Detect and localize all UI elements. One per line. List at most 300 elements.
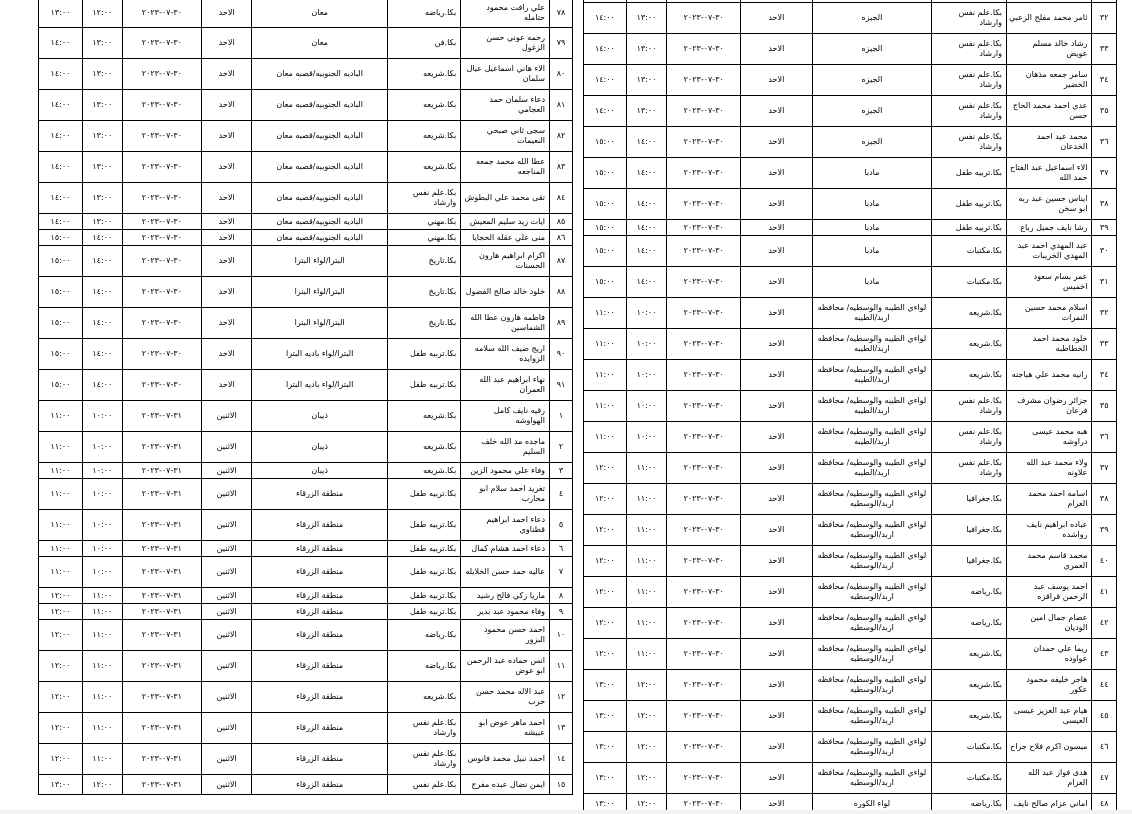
row-number-cell: ٨٠ xyxy=(550,59,573,90)
table-row xyxy=(39,651,573,682)
exam-day-cell: الاحد xyxy=(741,453,813,484)
exam-day-cell: الاحد xyxy=(202,90,252,121)
student-name-cell: ولاء محمد عبد الله علاونه xyxy=(1007,453,1092,484)
exam-center-cell: الجيزه xyxy=(812,127,932,158)
end-time-cell: ١٣:٠٠ xyxy=(584,794,627,814)
exam-day-cell: الاحد xyxy=(741,298,813,329)
student-name-cell: رقيه نايف كامل الهواوشه xyxy=(461,401,550,432)
exam-center-cell: مادبا xyxy=(812,189,932,220)
start-time-cell: ١٠:٠٠ xyxy=(82,463,122,479)
student-name-cell: دعاء سلمان حمد العجامي xyxy=(461,90,550,121)
exam-day-cell: الاحد xyxy=(202,59,252,90)
exam-center-cell: لواءي الطيبه والوسطيه/ محافظه اربد/الوسطيه xyxy=(812,515,932,546)
start-time-cell: ١١:٠٠ xyxy=(626,453,667,484)
exam-day-cell: الاحد xyxy=(741,732,813,763)
end-time-cell: ١٤:٠٠ xyxy=(584,3,627,34)
major-cell: بكا.شريعه xyxy=(388,152,461,183)
row-number-cell: ٨٣ xyxy=(550,152,573,183)
major-cell: بكا.تاريخ xyxy=(388,277,461,308)
exam-center-cell: الباديه الجنوبيه/قصبه معان xyxy=(252,59,388,90)
start-time-cell: ١٠:٠٠ xyxy=(82,557,122,588)
exam-day-cell: الاثنين xyxy=(202,744,252,775)
end-time-cell: ١٢:٠٠ xyxy=(584,608,627,639)
exam-date-cell: ٣٠-٠٧-٢٠٢٣ xyxy=(667,670,741,701)
table-row xyxy=(39,28,573,59)
student-name-cell: وفاء علي محمود الزين xyxy=(461,463,550,479)
exam-date-cell: ٣٠-٠٧-٢٠٢٣ xyxy=(122,90,201,121)
exam-center-cell: لواءي الطيبه والوسطيه/ محافظه اربد/الطيبه xyxy=(812,329,932,360)
table-row xyxy=(584,267,1117,298)
row-number-cell: ٧٨ xyxy=(550,0,573,28)
student-name-cell: رحمه عوني حسن الزغول xyxy=(461,28,550,59)
end-time-cell: ١٢:٠٠ xyxy=(39,713,83,744)
exam-center-cell: لواءي الطيبه والوسطيه/ محافظه اربد/الوسطيه xyxy=(812,608,932,639)
exam-day-cell: الاحد xyxy=(741,608,813,639)
exam-date-cell: ٣١-٠٧-٢٠٢٣ xyxy=(122,713,201,744)
start-time-cell: ١٤:٠٠ xyxy=(626,158,667,189)
table-row xyxy=(584,670,1117,701)
exam-day-cell: الاحد xyxy=(202,308,252,339)
student-name-cell: علي رافت محمود حتامله xyxy=(461,0,550,28)
exam-day-cell: الاحد xyxy=(202,230,252,246)
start-time-cell: ١٣:٠٠ xyxy=(82,121,122,152)
exam-day-cell: الاثنين xyxy=(202,604,252,620)
table-row xyxy=(39,152,573,183)
exam-date-cell: ٣٠-٠٧-٢٠٢٣ xyxy=(122,308,201,339)
end-time-cell: ١٣:٠٠ xyxy=(39,775,83,795)
table-row xyxy=(39,588,573,604)
exam-center-cell: لواء الكوره xyxy=(812,794,932,814)
student-name-cell: سامر جمعه مذهان الخضير xyxy=(1007,65,1092,96)
table-row xyxy=(39,744,573,775)
end-time-cell: ١٢:٠٠ xyxy=(39,651,83,682)
start-time-cell: ١٠:٠٠ xyxy=(82,432,122,463)
start-time-cell: ١١:٠٠ xyxy=(626,577,667,608)
start-time-cell: ١٤:٠٠ xyxy=(626,236,667,267)
table-row xyxy=(39,713,573,744)
row-number-cell: ١٥ xyxy=(550,775,573,795)
start-time-cell: ١٣:٠٠ xyxy=(82,183,122,214)
major-cell: بكا.تربيه طفل xyxy=(932,220,1007,236)
exam-center-cell: الجيزه xyxy=(812,65,932,96)
major-cell: بكا.علم نفس وارشاد xyxy=(932,422,1007,453)
exam-day-cell: الاثنين xyxy=(202,463,252,479)
row-number-cell: ٣١ xyxy=(1092,267,1117,298)
exam-date-cell: ٣٠-٠٧-٢٠٢٣ xyxy=(122,59,201,90)
table-row xyxy=(584,422,1117,453)
table-row xyxy=(584,608,1117,639)
student-name-cell: دعاء احمد هشام كمال xyxy=(461,541,550,557)
page-bottom-edge xyxy=(0,810,1132,814)
exam-date-cell: ٣٠-٠٧-٢٠٢٣ xyxy=(667,639,741,670)
table-row xyxy=(39,230,573,246)
start-time-cell: ١٠:٠٠ xyxy=(82,479,122,510)
end-time-cell: ١١:٠٠ xyxy=(584,422,627,453)
major-cell: بكا.علم نفس وارشاد xyxy=(388,713,461,744)
student-name-cell: عصام جمال امين الوديان xyxy=(1007,608,1092,639)
exam-date-cell: ٣١-٠٧-٢٠٢٣ xyxy=(122,604,201,620)
end-time-cell: ١٤:٠٠ xyxy=(39,59,83,90)
row-number-cell: ٣٥ xyxy=(1092,96,1117,127)
row-number-cell: ١٠ xyxy=(550,620,573,651)
exam-center-cell: البترا/لواء البترا xyxy=(252,308,388,339)
exam-center-cell: البترا/لواء باديه البترا xyxy=(252,339,388,370)
exam-date-cell: ٣١-٠٧-٢٠٢٣ xyxy=(122,651,201,682)
exam-date-cell: ٣١-٠٧-٢٠٢٣ xyxy=(122,744,201,775)
row-number-cell: ٧٩ xyxy=(550,28,573,59)
exam-center-cell: مادبا xyxy=(812,220,932,236)
start-time-cell: ١٢:٠٠ xyxy=(626,732,667,763)
start-time-cell: ١٠:٠٠ xyxy=(626,391,667,422)
end-time-cell: ١٤:٠٠ xyxy=(39,183,83,214)
exam-center-cell: مادبا xyxy=(812,236,932,267)
exam-date-cell: ٣٠-٠٧-٢٠٢٣ xyxy=(122,214,201,230)
major-cell: بكا.شريعه xyxy=(388,401,461,432)
table-row xyxy=(584,763,1117,794)
major-cell: بكا.تربيه طفل xyxy=(388,479,461,510)
start-time-cell: ١٠:٠٠ xyxy=(626,329,667,360)
student-name-cell: رشا نايف جميل رباع xyxy=(1007,220,1092,236)
table-row xyxy=(39,620,573,651)
exam-date-cell: ٣٠-٠٧-٢٠٢٣ xyxy=(122,0,201,28)
table-row xyxy=(39,463,573,479)
end-time-cell: ١٢:٠٠ xyxy=(39,604,83,620)
exam-day-cell: الاحد xyxy=(741,422,813,453)
table-row xyxy=(39,90,573,121)
exam-center-cell: منطقة الزرقاء xyxy=(252,775,388,795)
end-time-cell: ١١:٠٠ xyxy=(39,463,83,479)
start-time-cell: ١١:٠٠ xyxy=(82,620,122,651)
start-time-cell: ١٣:٠٠ xyxy=(82,214,122,230)
end-time-cell: ١٤:٠٠ xyxy=(39,214,83,230)
student-name-cell: هبه محمد عيسى دراوشه xyxy=(1007,422,1092,453)
exam-date-cell: ٣٠-٠٧-٢٠٢٣ xyxy=(122,246,201,277)
exam-center-cell: منطقة الزرقاء xyxy=(252,713,388,744)
student-name-cell: اريج ضيف الله سلامه الزوايده xyxy=(461,339,550,370)
table-row xyxy=(39,775,573,795)
row-number-cell: ١٣ xyxy=(550,713,573,744)
start-time-cell: ١٣:٠٠ xyxy=(82,59,122,90)
student-name-cell: الاء اسماعيل عبد الفتاح حمد الله xyxy=(1007,158,1092,189)
end-time-cell: ١١:٠٠ xyxy=(39,479,83,510)
student-name-cell: اكرام ابراهيم هارون الحسنات xyxy=(461,246,550,277)
row-number-cell: ٨٦ xyxy=(550,230,573,246)
table-row xyxy=(584,34,1117,65)
major-cell: بكا.مكتبات xyxy=(932,763,1007,794)
exam-day-cell: الاحد xyxy=(741,189,813,220)
table-row xyxy=(39,308,573,339)
row-number-cell: ١٤ xyxy=(550,744,573,775)
table-row xyxy=(39,370,573,401)
major-cell: بكا.رياضه xyxy=(388,0,461,28)
exam-date-cell: ٣٠-٠٧-٢٠٢٣ xyxy=(667,577,741,608)
end-time-cell: ١١:٠٠ xyxy=(584,360,627,391)
end-time-cell: ١٥:٠٠ xyxy=(584,189,627,220)
row-number-cell: ٨٨ xyxy=(550,277,573,308)
start-time-cell: ١٢:٠٠ xyxy=(626,794,667,814)
exam-date-cell: ٣٠-٠٧-٢٠٢٣ xyxy=(122,121,201,152)
exam-date-cell: ٣٠-٠٧-٢٠٢٣ xyxy=(667,220,741,236)
table-row xyxy=(584,732,1117,763)
student-name-cell: منى علي عقله الحجايا xyxy=(461,230,550,246)
exam-date-cell: ٣٠-٠٧-٢٠٢٣ xyxy=(667,267,741,298)
major-cell: بكا.علم نفس وارشاد xyxy=(932,34,1007,65)
start-time-cell: ١١:٠٠ xyxy=(82,588,122,604)
start-time-cell: ١٤:٠٠ xyxy=(82,370,122,401)
exam-center-cell: لواءي الطيبه والوسطيه/ محافظه اربد/الطيبه xyxy=(812,422,932,453)
exam-center-cell: لواءي الطيبه والوسطيه/ محافظه اربد/الوسطيه xyxy=(812,701,932,732)
end-time-cell: ١١:٠٠ xyxy=(584,391,627,422)
exam-center-cell: مادبا xyxy=(812,158,932,189)
table-row xyxy=(584,189,1117,220)
exam-date-cell: ٣٠-٠٧-٢٠٢٣ xyxy=(667,701,741,732)
exam-day-cell: الاثنين xyxy=(202,651,252,682)
right-exam-schedule-table xyxy=(583,0,1117,814)
row-number-cell: ٩ xyxy=(550,604,573,620)
exam-day-cell: الاحد xyxy=(741,701,813,732)
exam-center-cell: الباديه الجنوبيه/قصبه معان xyxy=(252,230,388,246)
row-number-cell: ٢ xyxy=(550,432,573,463)
major-cell: بكا.جغرافيا xyxy=(932,484,1007,515)
start-time-cell: ١١:٠٠ xyxy=(626,639,667,670)
exam-center-cell: معان xyxy=(252,28,388,59)
student-name-cell: احمد يوسف عبد الرحمن قراقزه xyxy=(1007,577,1092,608)
end-time-cell: ١٢:٠٠ xyxy=(39,744,83,775)
start-time-cell: ١٢:٠٠ xyxy=(626,701,667,732)
major-cell: بكا.شريعه xyxy=(932,298,1007,329)
start-time-cell: ١١:٠٠ xyxy=(626,515,667,546)
start-time-cell: ١٤:٠٠ xyxy=(626,220,667,236)
end-time-cell: ١٤:٠٠ xyxy=(39,90,83,121)
end-time-cell: ١١:٠٠ xyxy=(584,329,627,360)
start-time-cell: ١١:٠٠ xyxy=(626,484,667,515)
major-cell: بكا.رياضه xyxy=(388,651,461,682)
student-name-cell: ايناس حسين عبد ربه ابو سخن xyxy=(1007,189,1092,220)
exam-day-cell: الاحد xyxy=(741,158,813,189)
exam-day-cell: الاحد xyxy=(202,246,252,277)
row-number-cell: ٣٧ xyxy=(1092,158,1117,189)
student-name-cell: اسلام محمد حسين النمرات xyxy=(1007,298,1092,329)
major-cell: بكا.علم نفس وارشاد xyxy=(932,96,1007,127)
student-name-cell: هاجر خليفه محمود عكور xyxy=(1007,670,1092,701)
student-name-cell: خلود خالد صالح الفضول xyxy=(461,277,550,308)
start-time-cell: ١١:٠٠ xyxy=(82,713,122,744)
exam-day-cell: الاحد xyxy=(202,370,252,401)
major-cell: بكا.تربيه طفل xyxy=(388,588,461,604)
exam-date-cell: ٣٠-٠٧-٢٠٢٣ xyxy=(667,96,741,127)
exam-date-cell: ٣١-٠٧-٢٠٢٣ xyxy=(122,401,201,432)
student-name-cell: ميسون اكرم فلاح جراح xyxy=(1007,732,1092,763)
exam-center-cell: لواءي الطيبه والوسطيه/ محافظه اربد/الطيبه xyxy=(812,391,932,422)
table-row xyxy=(584,236,1117,267)
student-name-cell: ايمن نضال عبده مفرج xyxy=(461,775,550,795)
row-number-cell: ٤٧ xyxy=(1092,763,1117,794)
start-time-cell: ١٣:٠٠ xyxy=(82,28,122,59)
page-gutter xyxy=(573,0,583,814)
student-name-cell: احمد حسن محمود البزور xyxy=(461,620,550,651)
major-cell: بكا.رياضه xyxy=(932,577,1007,608)
major-cell: بكا.تربيه طفل xyxy=(388,510,461,541)
table-row xyxy=(39,214,573,230)
exam-date-cell: ٣١-٠٧-٢٠٢٣ xyxy=(122,510,201,541)
exam-center-cell: منطقة الزرقاء xyxy=(252,557,388,588)
exam-date-cell: ٣٠-٠٧-٢٠٢٣ xyxy=(667,158,741,189)
major-cell: بكا.رياضه xyxy=(932,794,1007,814)
student-name-cell: جزائر رضوان مشرف فرعان xyxy=(1007,391,1092,422)
exam-center-cell: الباديه الجنوبيه/قصبه معان xyxy=(252,152,388,183)
end-time-cell: ١٢:٠٠ xyxy=(39,620,83,651)
row-number-cell: ٨٥ xyxy=(550,214,573,230)
student-name-cell: رانيه محمد علي هياجنه xyxy=(1007,360,1092,391)
exam-day-cell: الاحد xyxy=(202,339,252,370)
exam-date-cell: ٣٠-٠٧-٢٠٢٣ xyxy=(667,484,741,515)
end-time-cell: ١٥:٠٠ xyxy=(584,220,627,236)
table-row xyxy=(39,183,573,214)
exam-day-cell: الاحد xyxy=(741,127,813,158)
end-time-cell: ١٣:٠٠ xyxy=(39,0,83,28)
end-time-cell: ١٥:٠٠ xyxy=(39,230,83,246)
exam-center-cell: منطقة الزرقاء xyxy=(252,541,388,557)
exam-center-cell: لواءي الطيبه والوسطيه/ محافظه اربد/الوسطيه xyxy=(812,763,932,794)
student-name-cell: هدى فواز عبد الله العزام xyxy=(1007,763,1092,794)
exam-date-cell: ٣٠-٠٧-٢٠٢٣ xyxy=(667,3,741,34)
exam-day-cell: الاحد xyxy=(741,639,813,670)
major-cell: بكا.شريعه xyxy=(388,432,461,463)
major-cell: بكا.مهني xyxy=(388,214,461,230)
exam-date-cell: ٣١-٠٧-٢٠٢٣ xyxy=(122,775,201,795)
table-row xyxy=(39,604,573,620)
start-time-cell: ١٢:٠٠ xyxy=(82,0,122,28)
student-name-cell: انس حماده عبد الرحمن ابو عوض xyxy=(461,651,550,682)
end-time-cell: ١٢:٠٠ xyxy=(584,484,627,515)
student-name-cell: ماريا زكي فالح رشيد xyxy=(461,588,550,604)
row-number-cell: ٣٢ xyxy=(1092,298,1117,329)
exam-date-cell: ٣٠-٠٧-٢٠٢٣ xyxy=(667,732,741,763)
row-number-cell: ٤٤ xyxy=(1092,670,1117,701)
exam-day-cell: الاحد xyxy=(741,484,813,515)
start-time-cell: ١١:٠٠ xyxy=(626,608,667,639)
exam-center-cell: البترا/لواء باديه البترا xyxy=(252,370,388,401)
exam-center-cell: لواءي الطيبه والوسطيه/ محافظه اربد/الطيبه xyxy=(812,360,932,391)
start-time-cell: ١٢:٠٠ xyxy=(626,670,667,701)
table-row xyxy=(39,277,573,308)
major-cell: بكا.مكتبات xyxy=(932,267,1007,298)
major-cell: بكا.علم نفس وارشاد xyxy=(932,391,1007,422)
exam-day-cell: الاثنين xyxy=(202,541,252,557)
start-time-cell: ١٠:٠٠ xyxy=(626,422,667,453)
row-number-cell: ١ xyxy=(550,401,573,432)
exam-day-cell: الاثنين xyxy=(202,713,252,744)
major-cell: بكا.رياضه xyxy=(388,620,461,651)
row-number-cell: ٨٧ xyxy=(550,246,573,277)
row-number-cell: ٣٩ xyxy=(1092,515,1117,546)
exam-center-cell: الجيزه xyxy=(812,34,932,65)
student-name-cell: احمد ماهر عوض ابو عبيشه xyxy=(461,713,550,744)
table-row xyxy=(39,510,573,541)
exam-center-cell: لواءي الطيبه والوسطيه/ محافظه اربد/الوسطيه xyxy=(812,732,932,763)
row-number-cell: ٤٠ xyxy=(1092,546,1117,577)
row-number-cell: ٩٠ xyxy=(550,339,573,370)
exam-date-cell: ٣٠-٠٧-٢٠٢٣ xyxy=(667,422,741,453)
exam-center-cell: لواءي الطيبه والوسطيه/ محافظه اربد/الوسطيه xyxy=(812,639,932,670)
table-row xyxy=(39,541,573,557)
start-time-cell: ١٠:٠٠ xyxy=(82,510,122,541)
exam-date-cell: ٣٠-٠٧-٢٠٢٣ xyxy=(667,391,741,422)
exam-date-cell: ٣٠-٠٧-٢٠٢٣ xyxy=(667,453,741,484)
exam-day-cell: الاحد xyxy=(741,329,813,360)
start-time-cell: ١٤:٠٠ xyxy=(82,230,122,246)
exam-day-cell: الاحد xyxy=(741,577,813,608)
major-cell: بكا.جغرافيا xyxy=(932,546,1007,577)
end-time-cell: ١١:٠٠ xyxy=(39,541,83,557)
exam-date-cell: ٣٠-٠٧-٢٠٢٣ xyxy=(667,189,741,220)
row-number-cell: ٤٦ xyxy=(1092,732,1117,763)
row-number-cell: ٣٨ xyxy=(1092,484,1117,515)
end-time-cell: ١٥:٠٠ xyxy=(39,277,83,308)
exam-day-cell: الاثنين xyxy=(202,557,252,588)
left-exam-schedule-table xyxy=(38,0,573,795)
student-name-cell: عطا الله محمد جمعه المناجعه xyxy=(461,152,550,183)
end-time-cell: ١٣:٠٠ xyxy=(584,701,627,732)
major-cell: بكا.شريعه xyxy=(932,329,1007,360)
exam-date-cell: ٣٠-٠٧-٢٠٢٣ xyxy=(667,298,741,329)
start-time-cell: ١٣:٠٠ xyxy=(82,90,122,121)
end-time-cell: ١١:٠٠ xyxy=(39,557,83,588)
row-number-cell: ٧ xyxy=(550,557,573,588)
start-time-cell: ١١:٠٠ xyxy=(626,546,667,577)
major-cell: بكا.شريعه xyxy=(932,639,1007,670)
end-time-cell: ١٣:٠٠ xyxy=(584,670,627,701)
start-time-cell: ١١:٠٠ xyxy=(82,744,122,775)
table-row xyxy=(39,682,573,713)
row-number-cell: ٨ xyxy=(550,588,573,604)
row-number-cell: ٨٤ xyxy=(550,183,573,214)
table-row xyxy=(584,329,1117,360)
exam-day-cell: الاحد xyxy=(741,267,813,298)
start-time-cell: ١١:٠٠ xyxy=(82,604,122,620)
exam-center-cell: لواءي الطيبه والوسطيه/ محافظه اربد/الطيبه xyxy=(812,298,932,329)
table-row xyxy=(584,546,1117,577)
exam-center-cell: الباديه الجنوبيه/قصبه معان xyxy=(252,183,388,214)
student-name-cell: هيام عبد العزيز عيسى العيسى xyxy=(1007,701,1092,732)
table-row xyxy=(39,121,573,152)
exam-date-cell: ٣٠-٠٧-٢٠٢٣ xyxy=(667,608,741,639)
table-row xyxy=(584,298,1117,329)
row-number-cell: ٩١ xyxy=(550,370,573,401)
exam-day-cell: الاحد xyxy=(741,794,813,814)
end-time-cell: ١٥:٠٠ xyxy=(39,308,83,339)
exam-day-cell: الاحد xyxy=(741,236,813,267)
major-cell: بكا.فن xyxy=(388,28,461,59)
end-time-cell: ١٤:٠٠ xyxy=(39,121,83,152)
exam-center-cell: البترا/لواء البترا xyxy=(252,246,388,277)
exam-center-cell: لواءي الطيبه والوسطيه/ محافظه اربد/الوسطيه xyxy=(812,546,932,577)
table-row xyxy=(584,453,1117,484)
major-cell: بكا.تربيه طفل xyxy=(388,370,461,401)
exam-center-cell: لواءي الطيبه والوسطيه/ محافظه اربد/الوسطيه xyxy=(812,484,932,515)
major-cell: بكا.علم نفس وارشاد xyxy=(932,453,1007,484)
row-number-cell: ٣٤ xyxy=(1092,65,1117,96)
end-time-cell: ١٢:٠٠ xyxy=(584,639,627,670)
major-cell: بكا.تاريخ xyxy=(388,246,461,277)
row-number-cell: ٤٢ xyxy=(1092,608,1117,639)
exam-day-cell: الاثنين xyxy=(202,479,252,510)
exam-day-cell: الاحد xyxy=(202,277,252,308)
table-row xyxy=(39,339,573,370)
exam-center-cell: البترا/لواء البترا xyxy=(252,277,388,308)
table-row xyxy=(584,577,1117,608)
major-cell: بكا.تربيه طفل xyxy=(388,541,461,557)
